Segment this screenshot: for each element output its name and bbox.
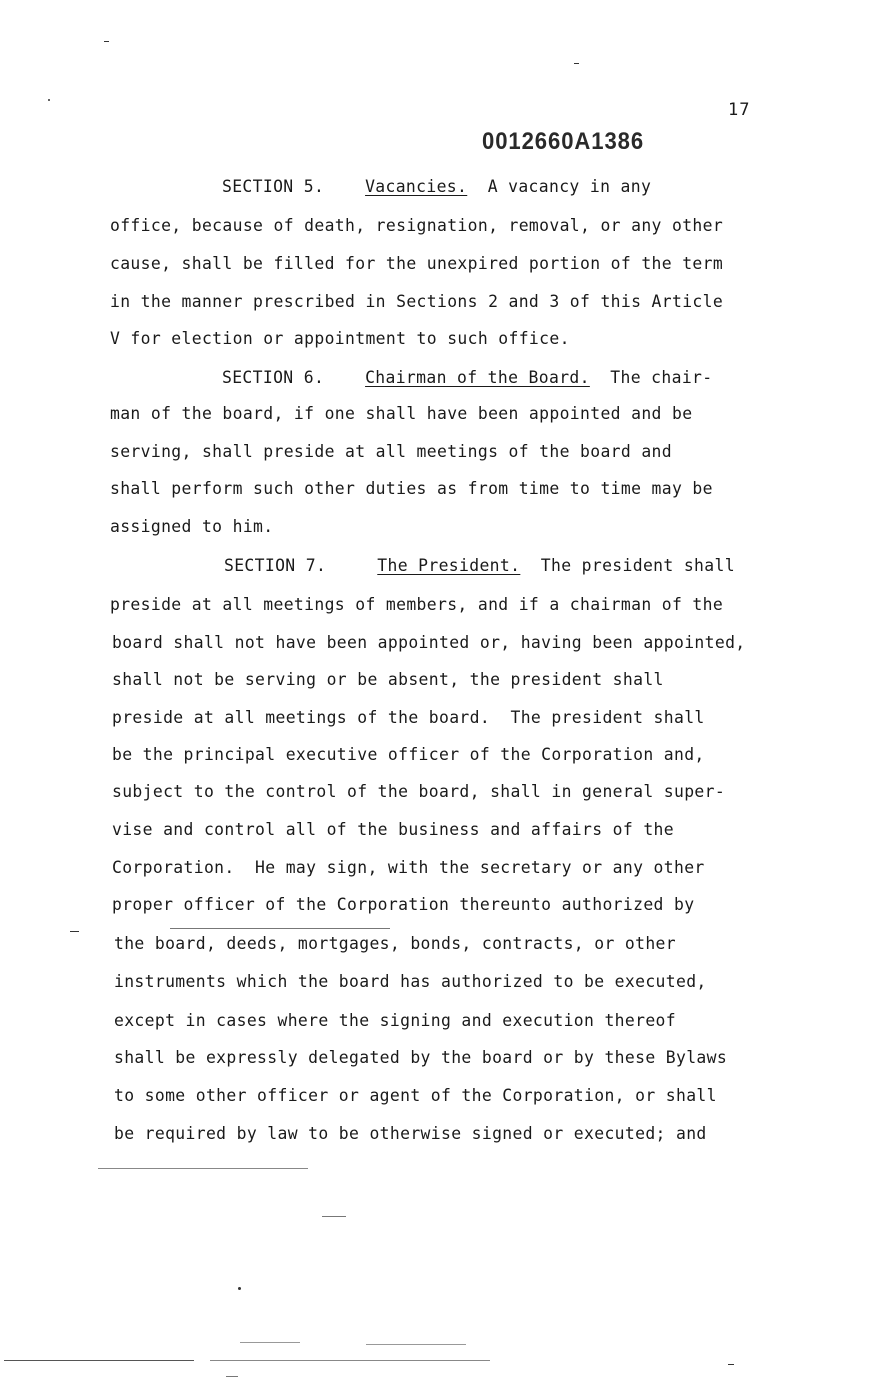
scan-speck — [48, 99, 50, 101]
section-5-line: in the manner prescribed in Sections 2 and 3 of this Article — [110, 292, 724, 311]
section-6-line: shall perform such other duties as from time to time may be — [110, 479, 713, 498]
section-7-line: preside at all meetings of the board. The president shall — [112, 708, 705, 727]
section-5-first-line-text: A vacancy in any — [487, 177, 652, 196]
section-6-line: assigned to him. — [110, 517, 274, 536]
section-7-line: be the principal executive officer of the Corporation and, — [112, 745, 705, 764]
section-7-title: The President. — [377, 556, 521, 575]
scan-speck — [98, 1168, 308, 1169]
section-5-line: office, because of death, resignation, removal, or any other — [110, 216, 724, 235]
scan-speck — [238, 1287, 241, 1290]
section-5-heading: SECTION 5. — [222, 177, 325, 196]
section-5-title: Vacancies. — [365, 177, 468, 196]
section-7-heading: SECTION 7. — [224, 556, 327, 575]
scan-speck — [104, 41, 109, 42]
scan-speck — [210, 1360, 490, 1361]
section-7-line: shall be expressly delegated by the board or by these Bylaws — [114, 1048, 728, 1067]
document-id-stamp: 0012660A1386 — [482, 128, 645, 155]
section-7-line: except in cases where the signing and execution thereof — [114, 1011, 676, 1030]
section-7-line: preside at all meetings of members, and if a chairman of the — [110, 595, 724, 614]
scan-speck — [226, 1376, 238, 1377]
page-number: 17 — [728, 100, 751, 120]
scan-speck — [240, 1342, 300, 1343]
section-5-line: cause, shall be filled for the unexpired portion of the term — [110, 254, 724, 273]
section-5-first-line — [222, 177, 651, 197]
section-6-title: Chairman of the Board. — [365, 368, 590, 387]
section-7-line: vise and control all of the business and affairs of the — [112, 820, 674, 839]
section-7-line: the board, deeds, mortgages, bonds, contracts, or other — [114, 934, 676, 953]
section-7-line: be required by law to be otherwise signed or executed; and — [114, 1124, 707, 1143]
scan-speck — [170, 928, 390, 929]
scan-speck — [728, 1364, 734, 1365]
section-7-line: subject to the control of the board, shall in general super- — [112, 782, 726, 801]
section-7-first-line — [224, 556, 735, 576]
section-6-heading: SECTION 6. — [222, 368, 325, 387]
scan-speck — [70, 931, 79, 932]
scan-speck — [322, 1216, 346, 1217]
scan-speck — [366, 1344, 466, 1345]
scan-speck — [4, 1360, 194, 1361]
section-7-line: to some other officer or agent of the Corporation, or shall — [114, 1086, 717, 1105]
section-7-line: shall not be serving or be absent, the president shall — [112, 670, 664, 689]
section-5-line: V for election or appointment to such office. — [110, 329, 570, 348]
section-7-line: board shall not have been appointed or, having been appointed, — [112, 633, 746, 652]
scan-speck — [574, 63, 579, 64]
section-6-line: man of the board, if one shall have been appointed and be — [110, 404, 693, 423]
section-6-line: serving, shall preside at all meetings of the board and — [110, 442, 672, 461]
section-7-line: proper officer of the Corporation thereunto authorized by — [112, 895, 695, 914]
section-7-first-line-text: The president shall — [540, 556, 735, 575]
section-7-line: instruments which the board has authorized to be executed, — [114, 972, 707, 991]
section-6-first-line — [222, 368, 712, 388]
section-7-line: Corporation. He may sign, with the secretary or any other — [112, 858, 705, 877]
section-6-first-line-text: The chair- — [610, 368, 713, 387]
